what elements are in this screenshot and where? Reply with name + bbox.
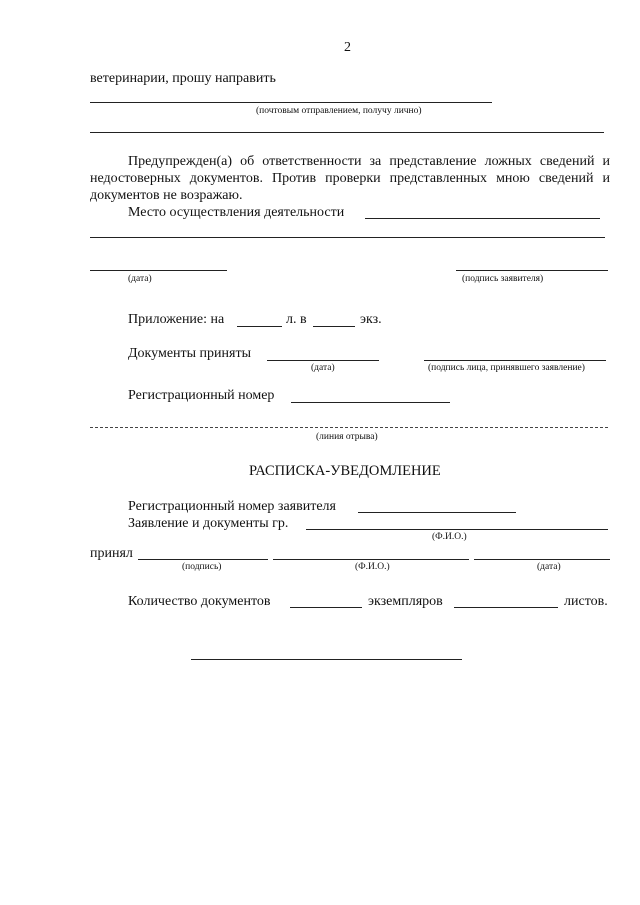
accepted-signature-line (424, 360, 606, 361)
registration-number-label: Регистрационный номер (128, 388, 275, 403)
accepted-date-line (267, 360, 379, 361)
copies-label: экземпляров (368, 594, 443, 609)
tear-line-caption: (линия отрыва) (316, 432, 378, 442)
accepted-by-fio-line (273, 559, 469, 560)
direction-text: ветеринарии, прошу направить (90, 71, 276, 86)
attachment-prefix: Приложение: на (128, 312, 225, 327)
delivery-method-line (90, 102, 492, 103)
applicant-signature-line (456, 270, 608, 271)
date-line (90, 270, 227, 271)
documents-from-label: Заявление и документы гр. (128, 516, 289, 531)
accepted-by-date-line (474, 559, 610, 560)
attachment-suffix: экз. (360, 312, 382, 327)
page-number: 2 (344, 40, 351, 55)
place-of-activity-label: Место осуществления деятельности (128, 205, 345, 220)
sheets-count-line (454, 607, 558, 608)
accepted-by-signature-caption: (подпись) (182, 562, 222, 572)
address-line (90, 132, 604, 133)
copies-count-line (290, 607, 362, 608)
responsibility-warning: Предупрежден(а) об ответственности за представление ложных сведений и недостоверных документов. Против проверки представленных мною сведений и документов не возражаю. (90, 154, 610, 203)
tear-line (90, 427, 608, 428)
documents-count-label: Количество документов (128, 594, 271, 609)
documents-from-fio-caption: (Ф.И.О.) (432, 532, 467, 542)
accepted-by-date-caption: (дата) (537, 562, 561, 572)
applicant-reg-number-line (358, 512, 516, 513)
accepted-date-caption: (дата) (311, 363, 335, 373)
attachment-sheets-line (237, 326, 282, 327)
place-of-activity-line (365, 218, 600, 219)
delivery-method-caption: (почтовым отправлением, получу лично) (256, 106, 422, 116)
applicant-reg-number-label: Регистрационный номер заявителя (128, 499, 336, 514)
applicant-signature-caption: (подпись заявителя) (462, 274, 544, 284)
attachment-copies-line (313, 326, 355, 327)
documents-from-fio-line (306, 529, 608, 530)
receipt-title: РАСПИСКА-УВЕДОМЛЕНИЕ (249, 463, 441, 479)
date-caption: (дата) (128, 274, 152, 284)
registration-number-line (291, 402, 450, 403)
attachment-mid: л. в (286, 312, 307, 327)
place-of-activity-line-2 (90, 237, 605, 238)
accepted-by-signature-line (138, 559, 268, 560)
accepted-signature-caption: (подпись лица, принявшего заявление) (428, 363, 585, 373)
accepted-by-fio-caption: (Ф.И.О.) (355, 562, 390, 572)
accepted-by-label: принял (90, 546, 133, 561)
documents-accepted-label: Документы приняты (128, 346, 251, 361)
footer-separator-line (191, 659, 462, 660)
sheets-label: листов. (564, 594, 608, 609)
